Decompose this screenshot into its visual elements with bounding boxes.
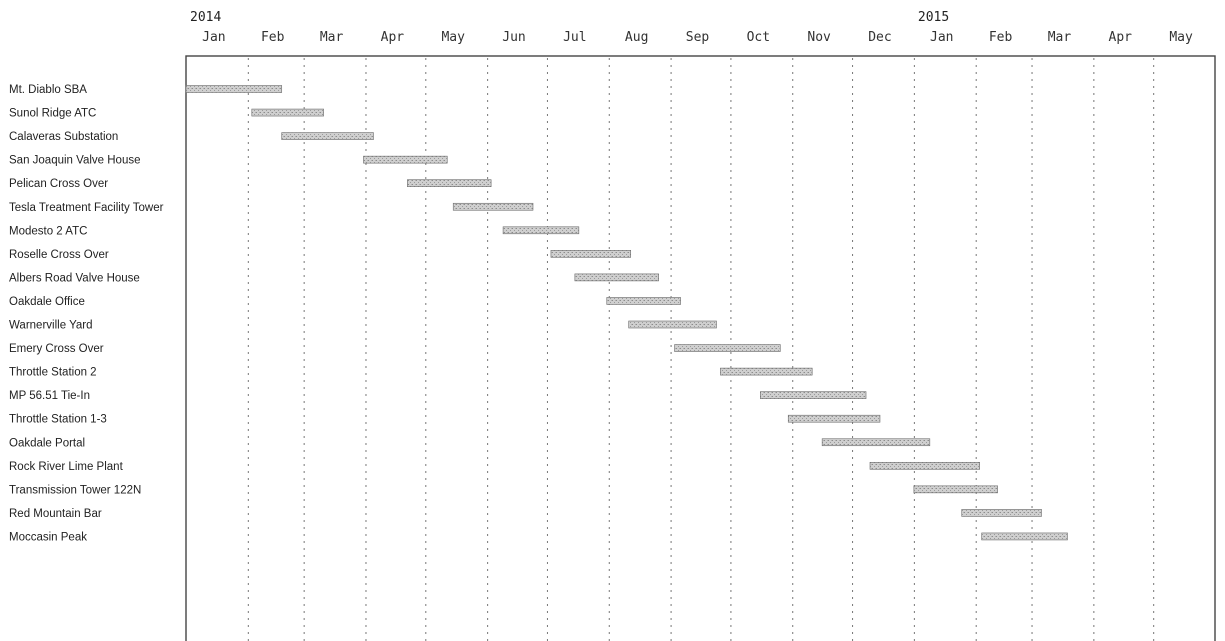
task-label: Albers Road Valve House xyxy=(9,272,140,285)
task-label: Red Mountain Bar xyxy=(9,507,102,520)
task-bar xyxy=(363,156,447,163)
task-bar xyxy=(962,509,1042,516)
task-bar xyxy=(760,392,866,399)
task-bar xyxy=(629,321,717,328)
task-bar xyxy=(407,180,491,187)
year-axis xyxy=(190,10,949,25)
task-bar xyxy=(822,439,930,446)
task-label: Oakdale Portal xyxy=(9,437,86,450)
month-label: Aug xyxy=(624,30,649,45)
month-label: Sep xyxy=(685,30,710,45)
task-bar xyxy=(675,345,781,352)
month-label: Jan xyxy=(930,30,954,45)
month-label: Dec xyxy=(868,30,892,45)
task-label: Emery Cross Over xyxy=(9,343,104,356)
month-label: Apr xyxy=(380,30,405,45)
month-label: May xyxy=(1169,30,1193,45)
task-label: Throttle Station 1-3 xyxy=(9,413,107,426)
month-label: May xyxy=(441,30,465,45)
task-label: Transmission Tower 122N xyxy=(9,484,142,497)
task-label: Rock River Lime Plant xyxy=(9,460,123,473)
month-axis xyxy=(202,30,1193,45)
month-label: Oct xyxy=(746,30,771,45)
task-label: San Joaquin Valve House xyxy=(9,154,141,167)
task-label: Throttle Station 2 xyxy=(9,366,97,379)
task-bar xyxy=(282,133,374,140)
task-bars xyxy=(186,86,1067,540)
month-label: Apr xyxy=(1108,30,1133,45)
year-label: 2014 xyxy=(190,10,222,25)
month-label: Mar xyxy=(1047,30,1072,45)
task-bar xyxy=(551,250,631,257)
task-bar xyxy=(720,368,812,375)
month-label: Jul xyxy=(563,30,587,45)
task-label: Moccasin Peak xyxy=(9,531,87,544)
month-label: Jan xyxy=(202,30,226,45)
month-label: Jun xyxy=(502,30,526,45)
task-label: MP 56.51 Tie-In xyxy=(9,390,90,403)
task-bar xyxy=(914,486,998,493)
task-bar xyxy=(982,533,1068,540)
year-label: 2015 xyxy=(917,10,950,25)
task-label: Modesto 2 ATC xyxy=(9,225,88,238)
task-label: Warnerville Yard xyxy=(9,319,93,332)
task-bar xyxy=(607,297,681,304)
task-labels xyxy=(9,84,164,543)
task-label: Oakdale Office xyxy=(9,295,85,308)
month-label: Mar xyxy=(319,30,344,45)
task-label: Roselle Cross Over xyxy=(9,248,109,261)
month-label: Nov xyxy=(807,30,831,45)
task-label: Tesla Treatment Facility Tower xyxy=(9,201,164,214)
month-label: Feb xyxy=(988,30,1013,45)
task-bar xyxy=(503,227,579,234)
task-bar xyxy=(186,86,282,93)
task-label: Mt. Diablo SBA xyxy=(9,84,87,96)
task-label: Pelican Cross Over xyxy=(9,178,109,191)
task-bar xyxy=(252,109,324,116)
task-bar xyxy=(788,415,880,422)
task-bar xyxy=(453,203,533,210)
task-label: Sunol Ridge ATC xyxy=(9,107,97,120)
task-bar xyxy=(575,274,659,281)
task-label: Calaveras Substation xyxy=(9,131,119,144)
task-bar xyxy=(870,462,980,469)
month-label: Feb xyxy=(260,30,285,45)
